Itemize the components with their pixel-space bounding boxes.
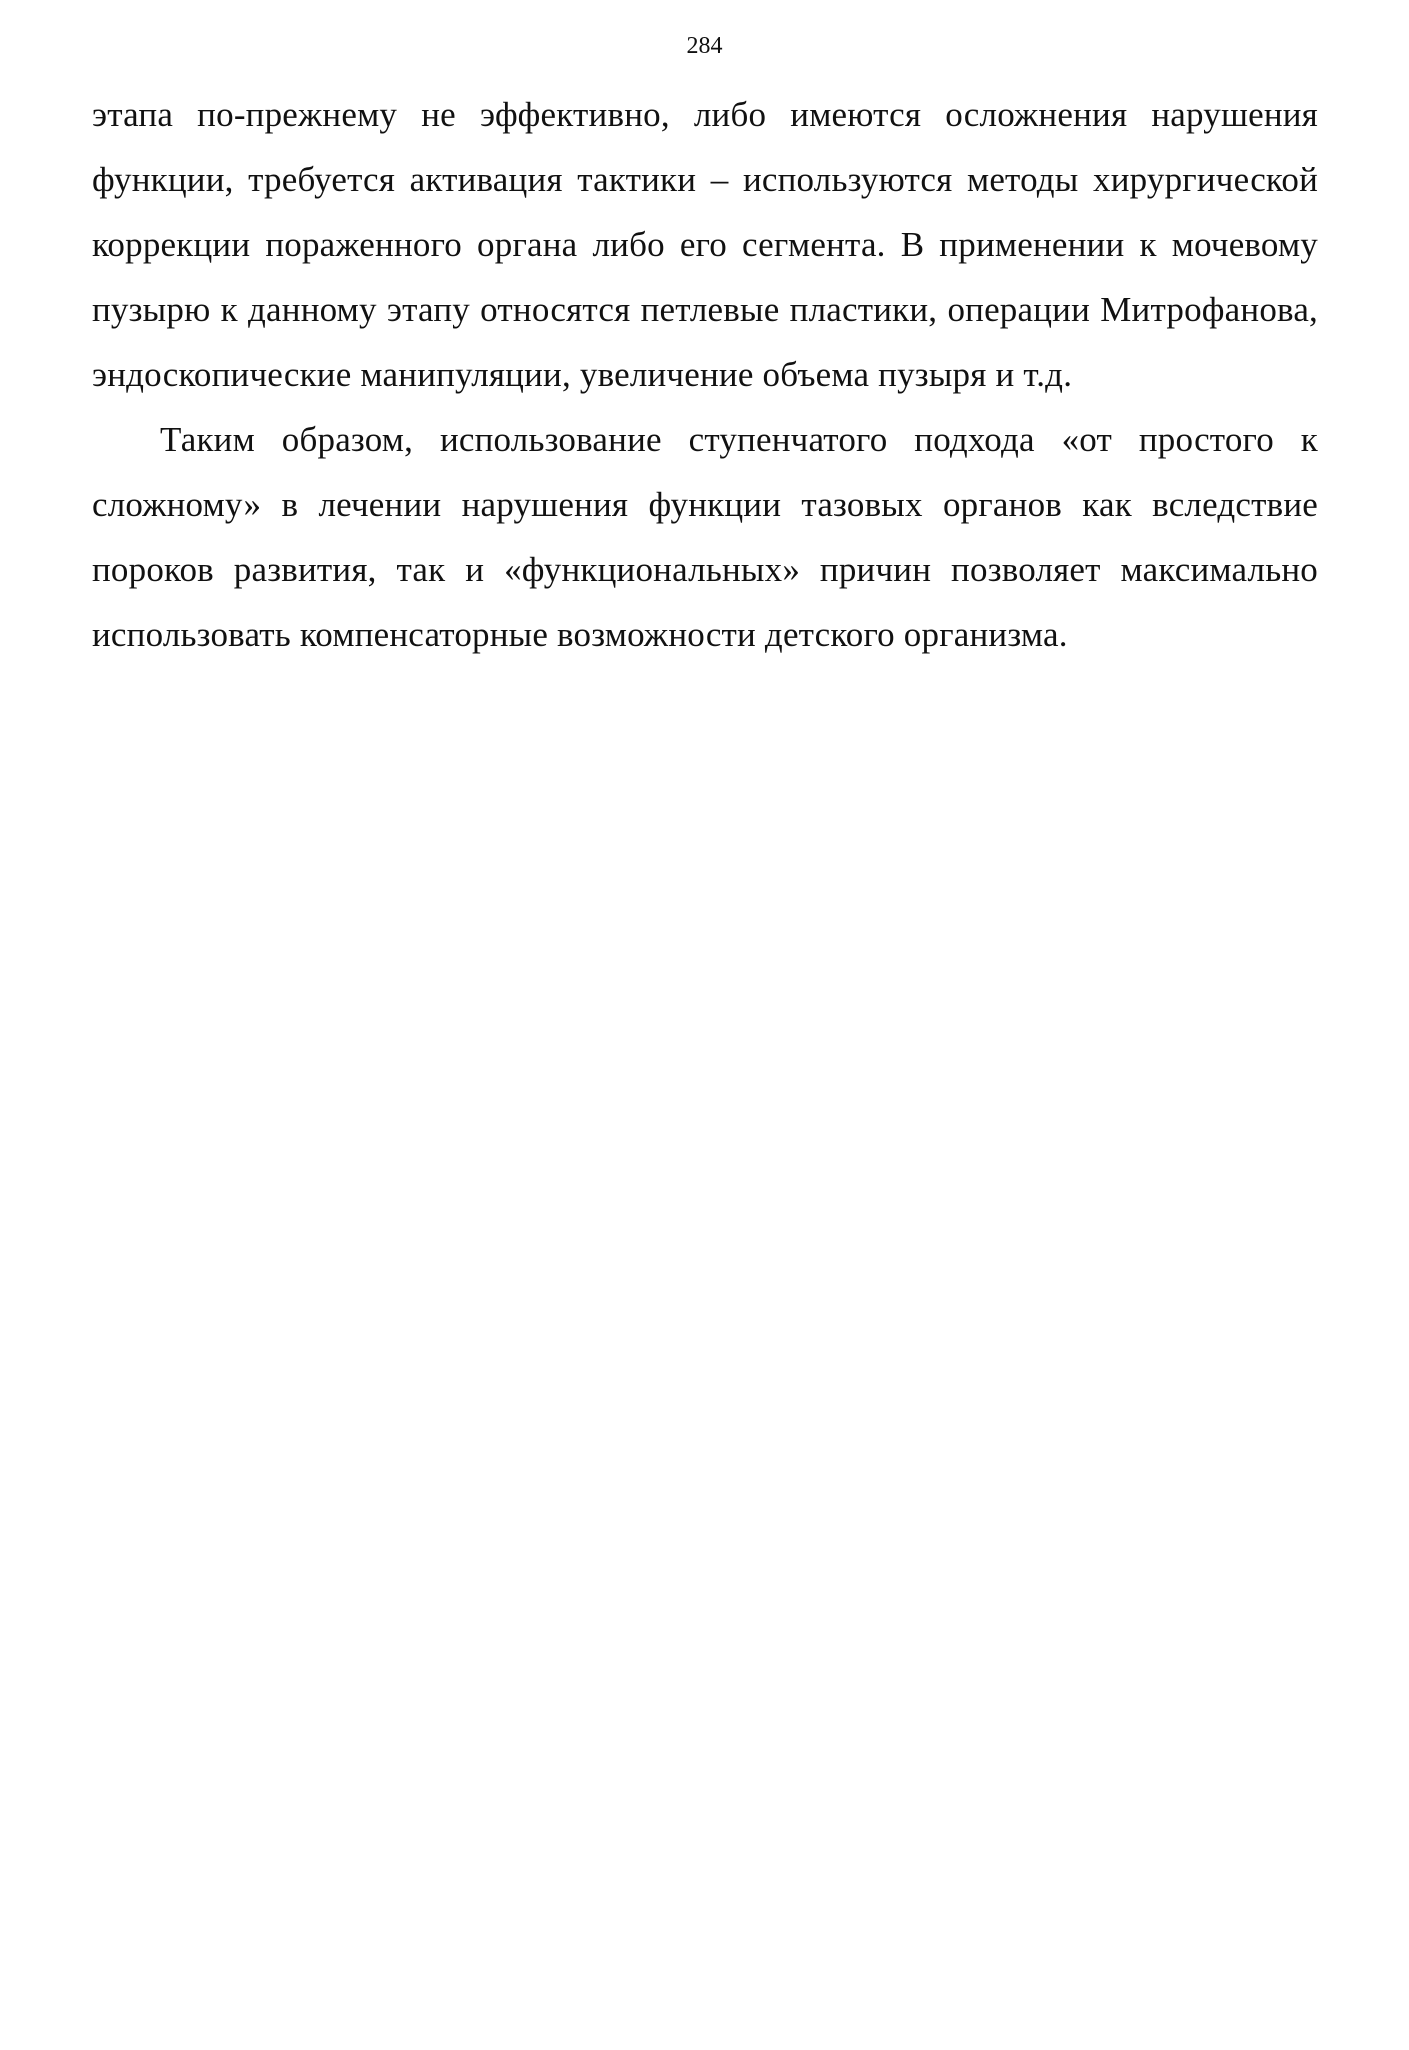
document-body [92,82,1318,667]
page-number: 284 [686,33,723,59]
paragraph-continuation: этапа по-прежнему не эффективно, либо имеются осложнения нарушения функции, требуется активация тактики – используются методы хирургической коррекции пораженного органа либо его сегмента. В применении к мочевому пузырю к данному этапу относятся петлевые пластики, операции Митрофанова, эндоскопические манипуляции, увеличение объема пузыря и т.д. [92,95,1318,394]
paragraph-conclusion: Таким образом, использование ступенчатого подхода «от простого к сложному» в лечении нарушения функции тазовых органов как вследствие пороков развития, так и «функциональных» причин позволяет максимально использовать компенсаторные возможности детского организма. [92,420,1318,654]
